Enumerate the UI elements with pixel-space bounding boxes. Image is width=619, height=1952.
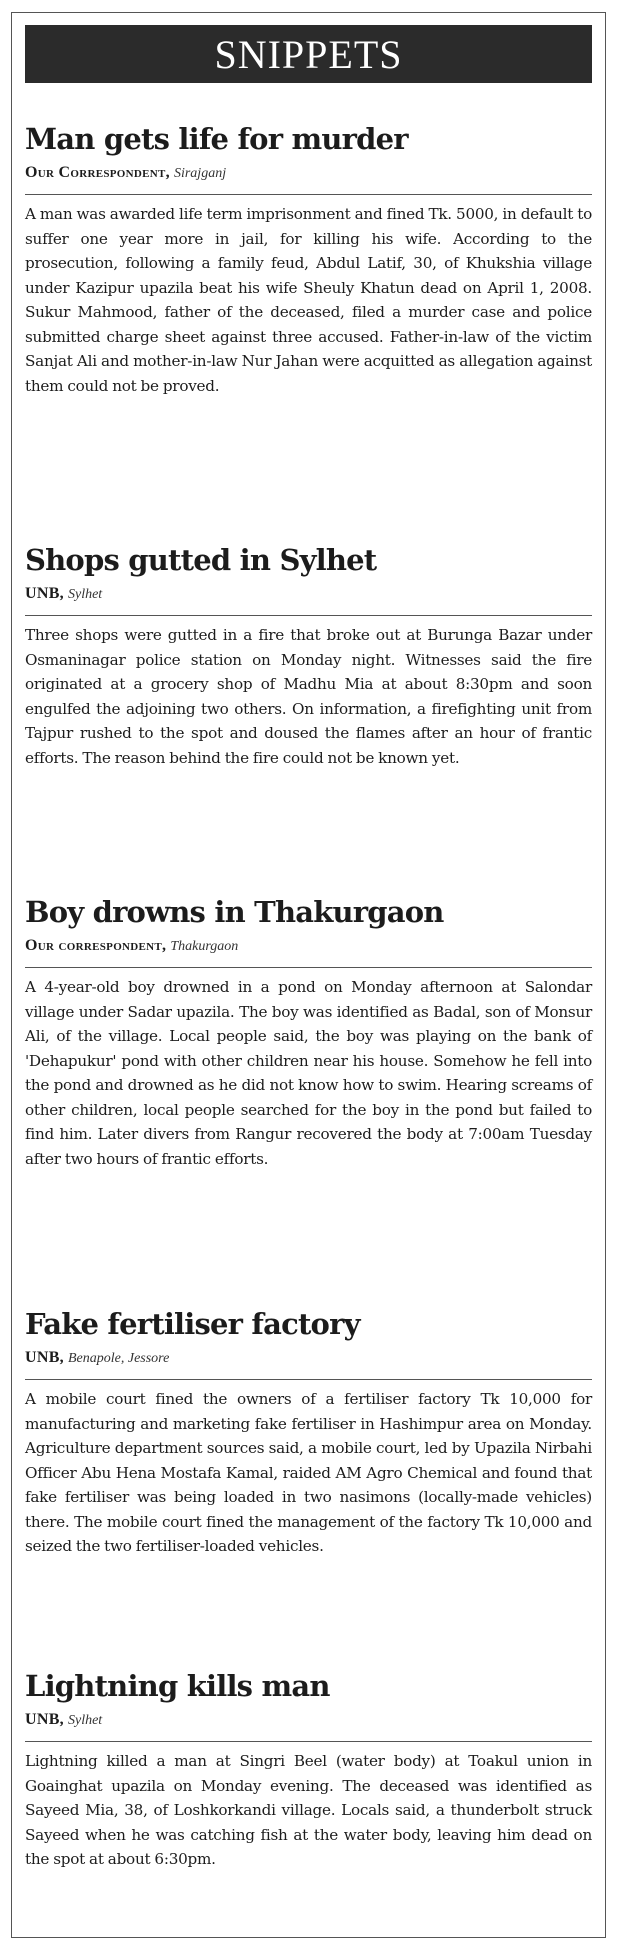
byline-agency: UNB, xyxy=(25,1349,64,1366)
story-headline: Shops gutted in Sylhet xyxy=(25,543,377,577)
story-byline xyxy=(25,162,592,185)
divider xyxy=(25,1379,592,1380)
page-frame xyxy=(11,12,606,1938)
byline-agency: Our correspondent, xyxy=(25,937,167,954)
story-headline: Man gets life for murder xyxy=(25,122,408,156)
byline-place: Sylhet xyxy=(67,587,103,602)
story-headline: Boy drowns in Thakurgaon xyxy=(25,895,444,929)
byline-agency: UNB, xyxy=(25,585,64,602)
divider xyxy=(25,967,592,968)
story-shops-gutted xyxy=(25,541,592,770)
byline-place: Sirajganj xyxy=(173,166,227,181)
story-body: Lightning killed a man at Singri Beel (water body) at Toakul union in Goainghat upazila on Monday evening. The deceased was identified as Sayeed Mia, 38, of Loshkorkandi village. Locals said, a thunderbolt struck Sayeed when he was catching fish at the water body, leaving him dead on the spot at about 6:30pm. xyxy=(25,1752,592,1868)
story-body: A mobile court fined the owners of a fertiliser factory Tk 10,000 for manufacturing and marketing fake fertiliser in Hashimpur area on Monday. Agriculture department sources said, a mobile court, led by Upazila Nirbahi Officer Abu Hena Mostafa Kamal, raided AM Agro Chemical and found that fake fertiliser was being loaded in two nasimons (locally-made vehicles) there. The mobile court fined the management of the factory Tk 10,000 and seized the two fertiliser-loaded vehicles. xyxy=(25,1390,592,1555)
story-byline xyxy=(25,935,592,958)
divider xyxy=(25,194,592,195)
story-lightning-kills xyxy=(25,1667,592,1872)
story-byline xyxy=(25,1347,592,1370)
story-byline xyxy=(25,583,592,606)
story-body: A man was awarded life term imprisonment and fined Tk. 5000, in default to suffer one year more in jail, for killing his wife. According to the prosecution, following a family feud, Abdul Latif, 30, of Khukshia village under Kazipur upazila beat his wife Sheuly Khatun dead on April 1, 2008. Sukur Mahmood, father of the deceased, filed a murder case and police submitted charge sheet against three accused. Father-in-law of the victim Sanjat Ali and mother-in-law Nur Jahan were acquitted as allegation against them could not be proved. xyxy=(25,205,592,395)
story-body: Three shops were gutted in a fire that broke out at Burunga Bazar under Osmaninagar police station on Monday night. Witnesses said the fire originated at a grocery shop of Madhu Mia at about 8:30pm and soon engulfed the adjoining two others. On information, a firefighting unit from Tajpur rushed to the spot and doused the flames after an hour of frantic efforts. The reason behind the fire could not be known yet. xyxy=(25,626,592,767)
divider xyxy=(25,1741,592,1742)
section-banner xyxy=(25,25,592,83)
story-man-gets-life xyxy=(25,120,592,398)
byline-agency: UNB, xyxy=(25,1711,64,1728)
story-byline xyxy=(25,1709,592,1732)
page-title: SNIPPETS xyxy=(214,31,403,77)
byline-place: Thakurgaon xyxy=(170,939,239,954)
story-boy-drowns xyxy=(25,893,592,1171)
divider xyxy=(25,615,592,616)
story-headline: Fake fertiliser factory xyxy=(25,1307,360,1341)
story-headline: Lightning kills man xyxy=(25,1669,330,1703)
story-body: A 4-year-old boy drowned in a pond on Monday afternoon at Salondar village under Sadar upazila. The boy was identified as Badal, son of Monsur Ali, of the village. Local people said, the boy was playing on the bank of 'Dehapukur' pond with other children near his house. Somehow he fell into the pond and drowned as he did not know how to swim. Hearing screams of other children, local people searched for the boy in the pond but failed to find him. Later divers from Rangur recovered the body at 7:00am Tuesday after two hours of frantic efforts. xyxy=(25,978,592,1168)
byline-place: Sylhet xyxy=(67,1713,103,1728)
byline-agency: Our Correspondent, xyxy=(25,164,170,181)
byline-place: Benapole, Jessore xyxy=(67,1351,170,1366)
story-fake-fertiliser xyxy=(25,1305,592,1559)
